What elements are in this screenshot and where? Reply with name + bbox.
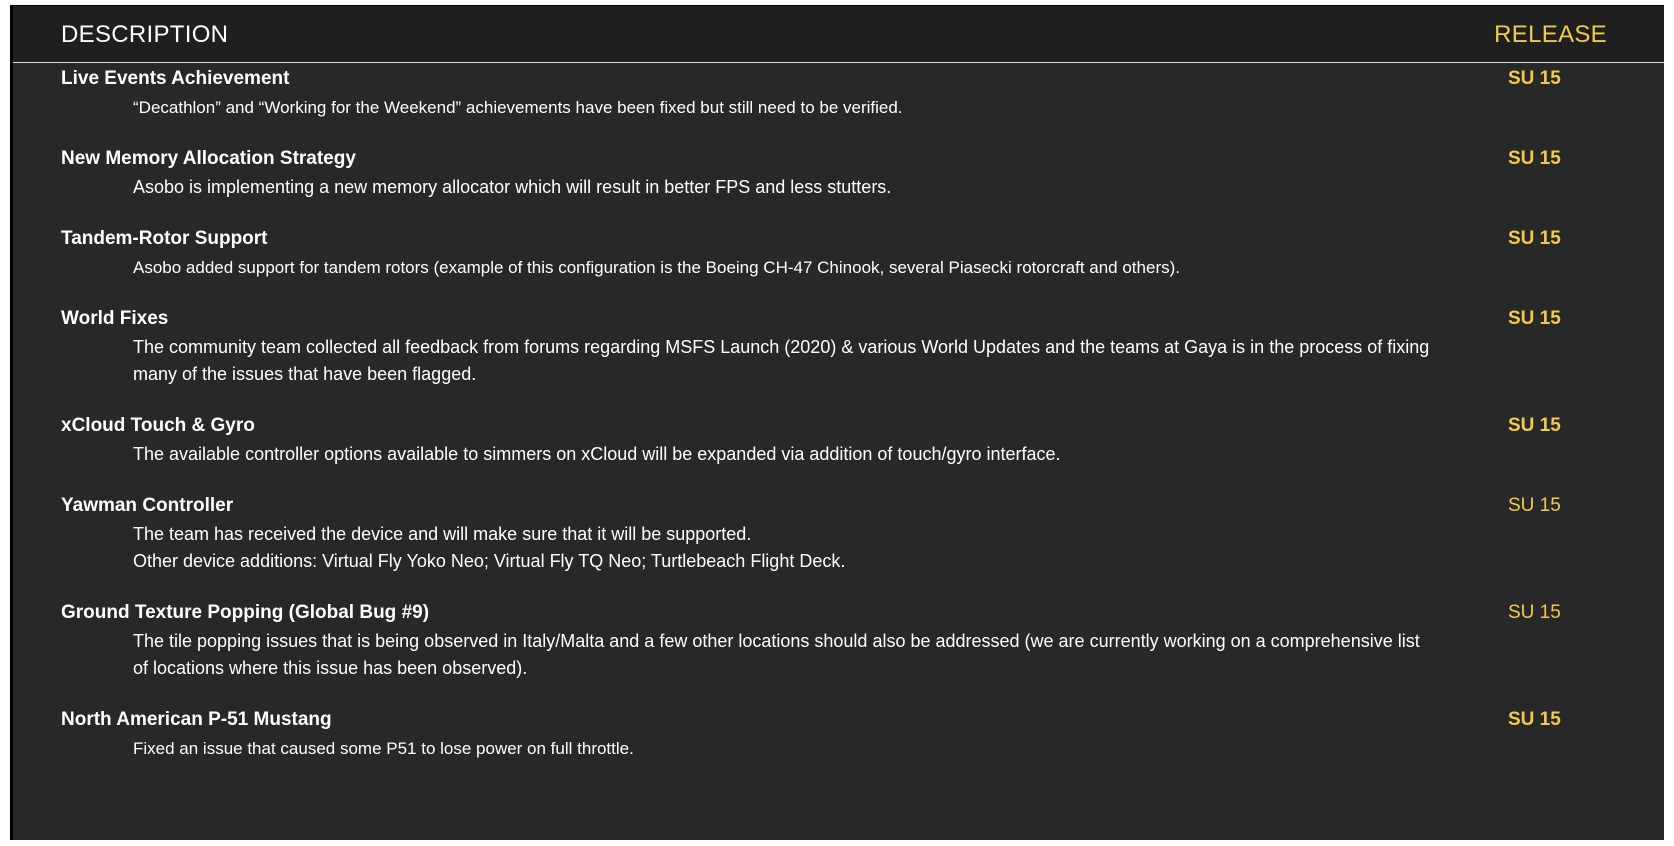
row-description-line: The tile popping issues that is being observed in Italy/Malta and a few other locations should also be addressed (we are currently working on a comprehensive list of locations where this issue has been observed). bbox=[133, 631, 1420, 678]
row-title: xCloud Touch & Gyro bbox=[61, 415, 255, 436]
row-description bbox=[133, 735, 1463, 762]
row-description-line: Asobo added support for tandem rotors (example of this configuration is the Boeing CH-47 Chinook, several Piasecki rotorcraft and others). bbox=[133, 258, 1180, 277]
row-title: Yawman Controller bbox=[61, 495, 234, 516]
row-description-line: “Decathlon” and “Working for the Weekend” achievements have been fixed but still need to be verified. bbox=[133, 98, 903, 117]
row-title: North American P-51 Mustang bbox=[61, 709, 332, 730]
row-release: SU 15 bbox=[1508, 308, 1561, 329]
row-description-line: Other device additions: Virtual Fly Yoko Neo; Virtual Fly TQ Neo; Turtlebeach Flight Deck. bbox=[133, 551, 846, 571]
row-description-line: Fixed an issue that caused some P51 to lose power on full throttle. bbox=[133, 739, 634, 758]
row-title: Ground Texture Popping (Global Bug #9) bbox=[61, 602, 430, 623]
row-description-line: The team has received the device and will make sure that it will be supported. bbox=[133, 524, 752, 544]
row-description bbox=[133, 521, 1463, 575]
row-release: SU 15 bbox=[1508, 415, 1561, 436]
row-description bbox=[133, 334, 1443, 388]
table-header bbox=[13, 6, 1664, 63]
row-release: SU 15 bbox=[1508, 68, 1561, 89]
row-release: SU 15 bbox=[1508, 148, 1561, 169]
row-title: Tandem-Rotor Support bbox=[61, 228, 268, 249]
row-release: SU 15 bbox=[1508, 602, 1561, 623]
row-title: Live Events Achievement bbox=[61, 68, 290, 89]
row-release: SU 15 bbox=[1508, 495, 1561, 516]
row-title: New Memory Allocation Strategy bbox=[61, 148, 356, 169]
row-description bbox=[133, 628, 1433, 682]
row-description bbox=[133, 441, 1463, 468]
release-column-header: RELEASE bbox=[1494, 21, 1607, 48]
row-release: SU 15 bbox=[1508, 709, 1561, 730]
row-description bbox=[133, 254, 1463, 281]
row-description bbox=[133, 174, 1463, 201]
row-description bbox=[133, 94, 1463, 121]
description-column-header: DESCRIPTION bbox=[61, 21, 229, 48]
release-notes-panel bbox=[10, 5, 1664, 840]
row-description-line: Asobo is implementing a new memory allocator which will result in better FPS and less stutters. bbox=[133, 177, 892, 197]
row-title: World Fixes bbox=[61, 308, 169, 329]
row-description-line: The community team collected all feedback from forums regarding MSFS Launch (2020) & various World Updates and the teams at Gaya is in the process of fixing many of the issues that have been flagged. bbox=[133, 337, 1430, 384]
row-description-line: The available controller options available to simmers on xCloud will be expanded via addition of touch/gyro interface. bbox=[133, 444, 1061, 464]
row-release: SU 15 bbox=[1508, 228, 1561, 249]
